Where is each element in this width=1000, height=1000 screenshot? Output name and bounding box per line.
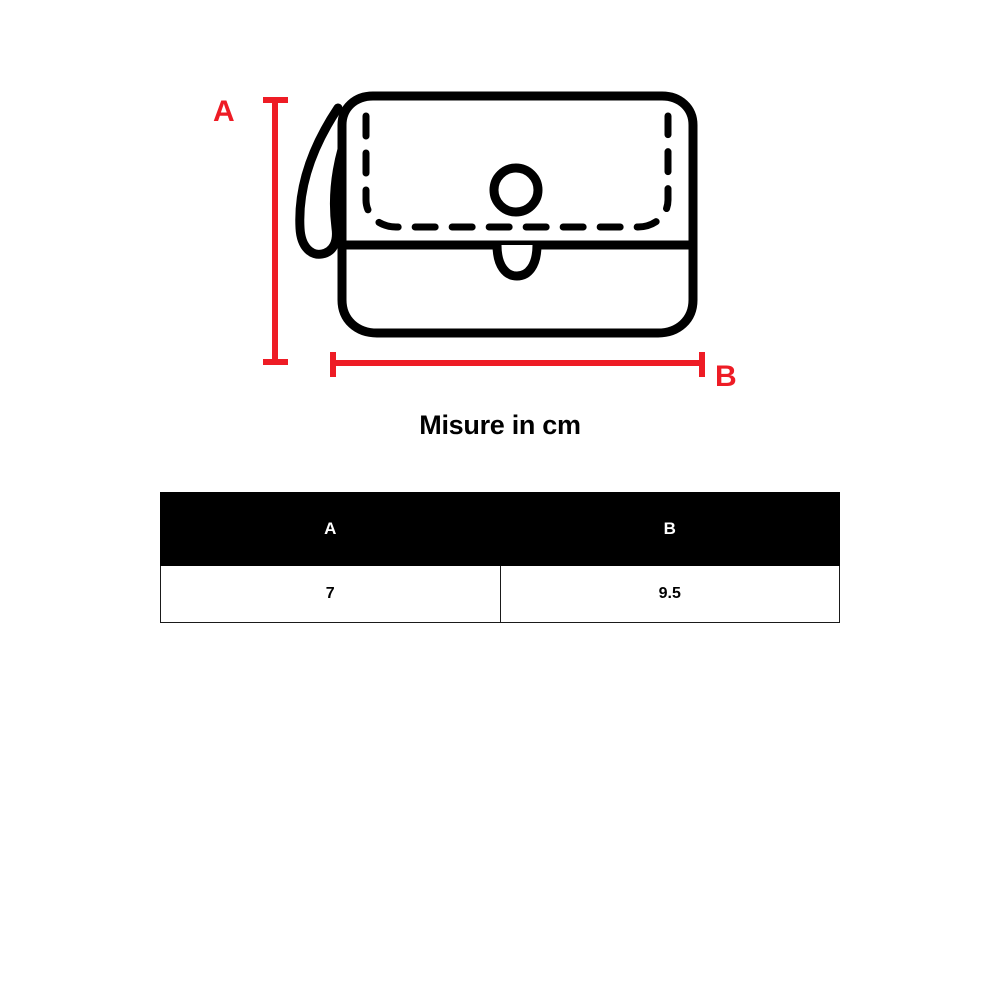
dimension-label-b: B — [715, 360, 737, 393]
table-row — [161, 566, 840, 623]
size-table — [160, 492, 840, 623]
dimension-arrow-b — [333, 352, 702, 377]
measurement-caption: Misure in cm — [419, 410, 581, 440]
table-cell-b: 9.5 — [500, 566, 840, 623]
table-header-row — [161, 493, 840, 566]
dimension-arrow-a — [263, 100, 288, 362]
table-header-a: A — [161, 493, 501, 566]
table-header-b: B — [500, 493, 840, 566]
table-cell-a: 7 — [161, 566, 501, 623]
dimension-label-a: A — [213, 95, 235, 128]
